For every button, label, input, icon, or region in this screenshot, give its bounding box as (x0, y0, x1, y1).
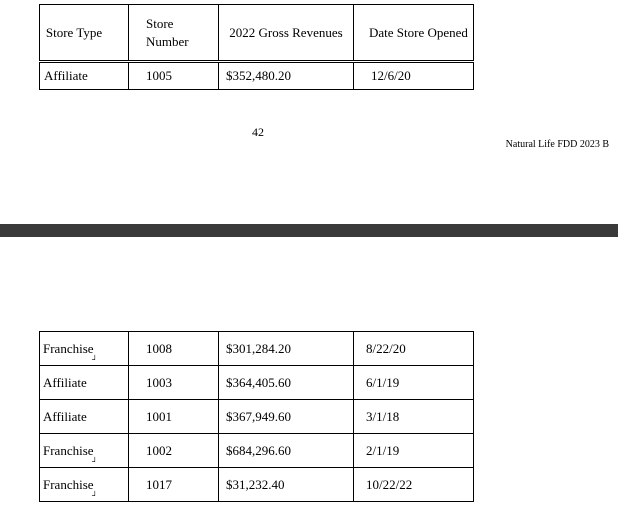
cell-store-type (40, 468, 129, 502)
cell-store-type-text: Franchise (43, 340, 94, 356)
header-gross-revenues: 2022 Gross Revenues (219, 5, 354, 62)
cell-store-type-text: Franchise (43, 442, 94, 458)
cell-date-opened: 3/1/18 (354, 400, 474, 434)
document-footer: Natural Life FDD 2023 B (505, 139, 609, 150)
store-revenue-table-top (39, 4, 474, 90)
store-revenue-table-bottom (39, 331, 474, 502)
cell-mark-icon: ┘ (92, 457, 98, 466)
cell-store-number: 1008 (129, 332, 219, 366)
table-row (40, 434, 474, 468)
page-break-divider (0, 224, 618, 237)
table-row (40, 468, 474, 502)
cell-gross-revenue: $352,480.20 (219, 62, 354, 90)
cell-date-opened: 12/6/20 (354, 62, 474, 90)
cell-mark-icon: ┘ (92, 491, 98, 500)
cell-date-opened: 2/1/19 (354, 434, 474, 468)
cell-store-number: 1003 (129, 366, 219, 400)
cell-store-number: 1001 (129, 400, 219, 434)
cell-gross-revenue: $31,232.40 (219, 468, 354, 502)
header-store-type: Store Type (40, 5, 129, 62)
table-row (40, 62, 474, 90)
table-row (40, 366, 474, 400)
document-page-top (0, 0, 618, 224)
cell-gross-revenue: $364,405.60 (219, 366, 354, 400)
cell-store-type: Affiliate (40, 400, 129, 434)
table-row (40, 400, 474, 434)
table-row (40, 332, 474, 366)
page-number: 42 (252, 125, 264, 139)
cell-store-type: Affiliate (40, 62, 129, 90)
cell-gross-revenue: $684,296.60 (219, 434, 354, 468)
cell-store-type (40, 332, 129, 366)
cell-store-type (40, 434, 129, 468)
cell-store-type: Affiliate (40, 366, 129, 400)
table-header-row (40, 5, 474, 62)
cell-store-number: 1002 (129, 434, 219, 468)
cell-gross-revenue: $367,949.60 (219, 400, 354, 434)
cell-date-opened: 10/22/22 (354, 468, 474, 502)
cell-gross-revenue: $301,284.20 (219, 332, 354, 366)
document-page-bottom (0, 237, 618, 505)
cell-store-type-text: Franchise (43, 476, 94, 492)
cell-store-number: 1017 (129, 468, 219, 502)
header-store-number: Store Number (129, 5, 219, 62)
cell-date-opened: 8/22/20 (354, 332, 474, 366)
cell-date-opened: 6/1/19 (354, 366, 474, 400)
cell-store-number: 1005 (129, 62, 219, 90)
cell-mark-icon: ┘ (92, 355, 98, 364)
header-date-opened: Date Store Opened (354, 5, 474, 62)
